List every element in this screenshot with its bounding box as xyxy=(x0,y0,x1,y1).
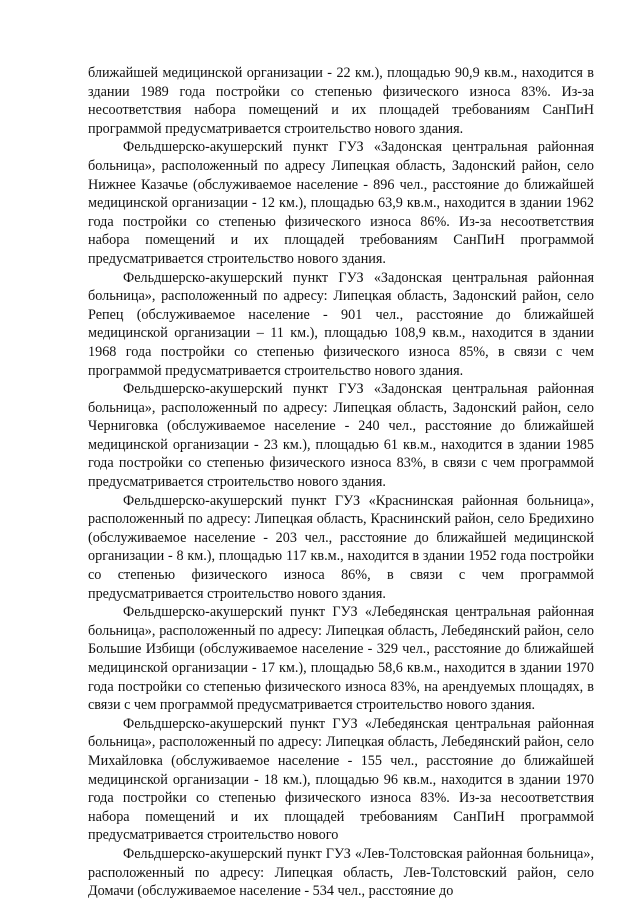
paragraph-fap-nizhnee-kazachye: Фельдшерско-акушерский пункт ГУЗ «Задонская центральная районная больница», расположенный по адресу Липецкая область, Задонский район, село Нижнее Казачье (обслуживаемое население - 896 чел., расстояние до ближайшей медицинской организации - 12 км.), площадью 63,9 кв.м., находится в здании 1962 года постройки со степенью физического износа 86%. Из-за несоответствия набора помещений и их площадей требованиям СанПиН программой предусматривается строительство нового здания. xyxy=(88,139,594,267)
paragraph-fap-chernigovka: Фельдшерско-акушерский пункт ГУЗ «Задонская центральная районная больница», расположенный по адресу: Липецкая область, Задонский район, село Черниговка (обслуживаемое население - 240 чел., расстояние до ближайшей медицинской организации - 23 км.), площадью 61 кв.м., находится в здании 1985 года постройки со степенью физического износа 83%, в связи с чем программой предусматривается строительство нового здания. xyxy=(88,381,594,491)
paragraph-fap-bolshie-izbishchi: Фельдшерско-акушерский пункт ГУЗ «Лебедянская центральная районная больница», расположенный по адресу: Липецкая область, Лебедянский район, село Большие Избищи (обслуживаемое население - 329 чел., расстояние до ближайшей медицинской организации - 17 км.), площадью 58,6 кв.м., находится в здании 1970 года постройки со степенью физического износа 83%, на арендуемых площадях, в связи с чем программой предусматривается строительство нового здания. xyxy=(88,604,594,714)
paragraph-continued: ближайшей медицинской организации - 22 км.), площадью 90,9 кв.м., находится в здании 1989 года постройки со степенью физического износа 83%. Из-за несоответствия набора помещений и их площадей требованиям СанПиН программой предусматривается строительство нового здания. xyxy=(88,65,594,137)
paragraph-fap-repets: Фельдшерско-акушерский пункт ГУЗ «Задонская центральная районная больница», расположенный по адресу: Липецкая область, Задонский район, село Репец (обслуживаемое население - 901 чел., расстояние до ближайшей медицинской организации – 11 км.), площадью 108,9 кв.м., находится в здании 1968 года постройки со степенью физического износа 85%, в связи с чем программой предусматривается строительство нового здания. xyxy=(88,269,594,379)
paragraph-fap-bredikhino: Фельдшерско-акушерский пункт ГУЗ «Краснинская районная больница», расположенный по адресу: Липецкая область, Краснинский район, село Бредихино (обслуживаемое население - 203 чел., расстояние до ближайшей медицинской организации - 8 км.), площадью 117 кв.м., находится в здании 1952 года постройки со степенью физического износа 86%, в связи с чем программой предусматривается строительство нового здания. xyxy=(88,492,594,602)
paragraph-fap-domachi: Фельдшерско-акушерский пункт ГУЗ «Лев-Толстовская районная больница», расположенный по адресу: Липецкая область, Лев-Толстовский район, село Домачи (обслуживаемое население - 534 чел., расстояние до xyxy=(88,845,594,900)
paragraph-fap-mikhaylovka: Фельдшерско-акушерский пункт ГУЗ «Лебедянская центральная районная больница», расположенный по адресу: Липецкая область, Лебедянский район, село Михайловка (обслуживаемое население - 155 чел., расстояние до ближайшей медицинской организации - 18 км.), площадью 96 кв.м., находится в здании 1970 года постройки со степенью физического износа 83%. Из-за несоответствия набора помещений и их площадей требованиям СанПиН программой предусматривается строительство нового xyxy=(88,715,594,844)
